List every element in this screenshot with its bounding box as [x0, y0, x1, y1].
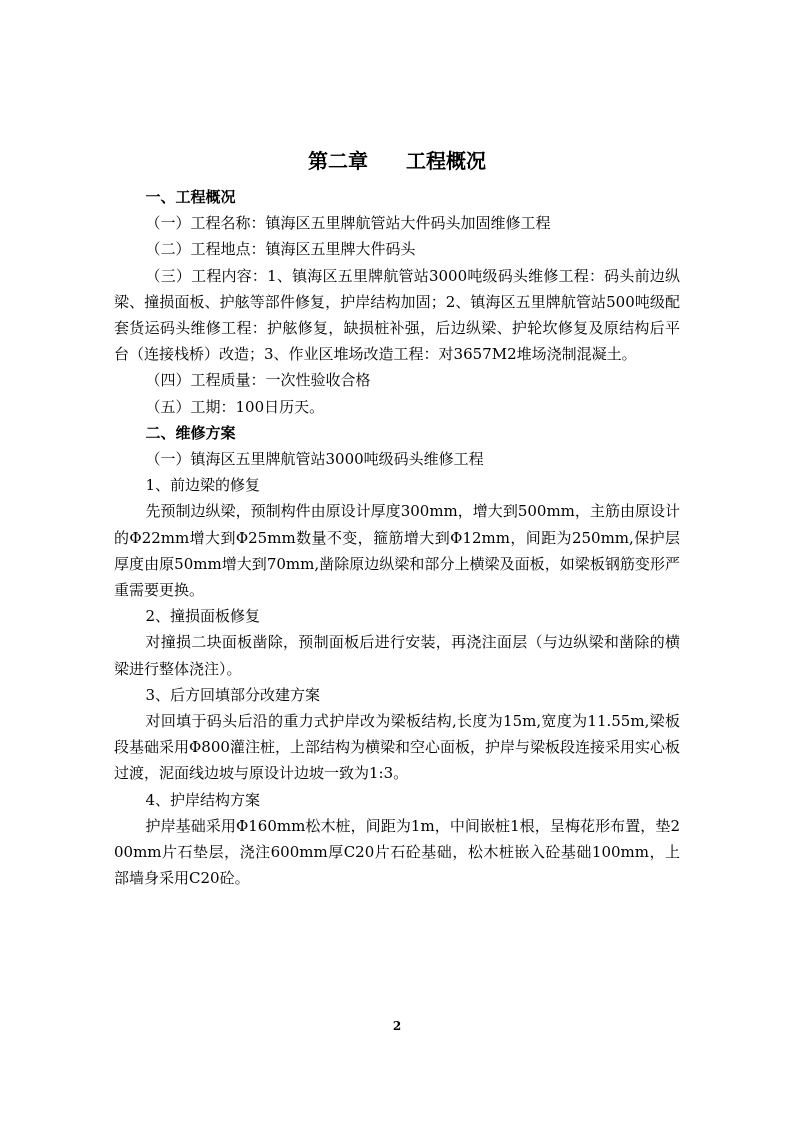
project-name: （一）工程名称：镇海区五里牌航管站大件码头加固维修工程 — [145, 214, 551, 233]
chapter-title: 工程概况 — [406, 149, 486, 173]
item-heading-backfill: 3、后方回填部分改建方案 — [145, 685, 321, 704]
subsection-heading: （一）镇海区五里牌航管站3000吨级码头维修工程 — [145, 450, 484, 469]
item-heading-front-beam: 1、前边梁的修复 — [145, 476, 261, 495]
item-heading-revetment: 4、护岸结构方案 — [145, 790, 261, 809]
section-heading-overview: 一、工程概况 — [145, 188, 236, 206]
paragraph-front-beam: 先预制边纵梁，预制构件由原设计厚度300mm，增大到500mm，主筋由原设计的Φ22mm增大到Φ25mm数量不变，箍筋增大到Φ12mm，间距为250mm,保护层厚度由原50mm增大到70mm,凿除原边纵梁和部分上横梁及面板，如梁板钢筋变形严重需要更换。 — [114, 502, 680, 600]
item-heading-panel-repair: 2、撞损面板修复 — [145, 607, 261, 626]
body-text — [114, 184, 680, 891]
project-content: （三）工程内容：1、镇海区五里牌航管站3000吨级码头维修工程：码头前边纵梁、撞损面板、护舷等部件修复，护岸结构加固；2、镇海区五里牌航管站500吨级配套货运码头维修工程：护舷修复，缺损桩补强，后边纵梁、护轮坎修复及原结构后平台（连接栈桥）改造；3、作业区堆场改造工程：对3657M2堆场浇制混凝土。 — [114, 266, 680, 364]
chapter-heading — [0, 146, 794, 176]
chapter-number: 第二章 — [308, 149, 368, 173]
paragraph-revetment: 护岸基础采用Φ160mm松木桩，间距为1m，中间嵌桩1根，呈梅花形布置，垫200mm片石垫层，浇注600mm厚C20片石砼基础，松木桩嵌入砼基础100mm，上部墙身采用C20砼。 — [114, 816, 680, 888]
project-quality: （四）工程质量：一次性验收合格 — [145, 371, 371, 390]
project-duration: （五）工期：100日历天。 — [145, 397, 325, 416]
section-heading-repair-plan: 二、维修方案 — [145, 423, 236, 442]
paragraph-backfill: 对回填于码头后沿的重力式护岸改为梁板结构,长度为15m,宽度为11.55m,梁板段基础采用Φ800灌注桩，上部结构为横梁和空心面板，护岸与梁板段连接采用实心板过渡，泥面线边坡与原设计边坡一致为1:3。 — [114, 712, 680, 783]
project-location: （二）工程地点：镇海区五里牌大件码头 — [145, 240, 416, 259]
paragraph-panel-repair: 对撞损二块面板凿除，预制面板后进行安装，再浇注面层（与边纵梁和凿除的横梁进行整体浇注）。 — [114, 633, 680, 678]
page-number: 2 — [392, 1019, 402, 1033]
